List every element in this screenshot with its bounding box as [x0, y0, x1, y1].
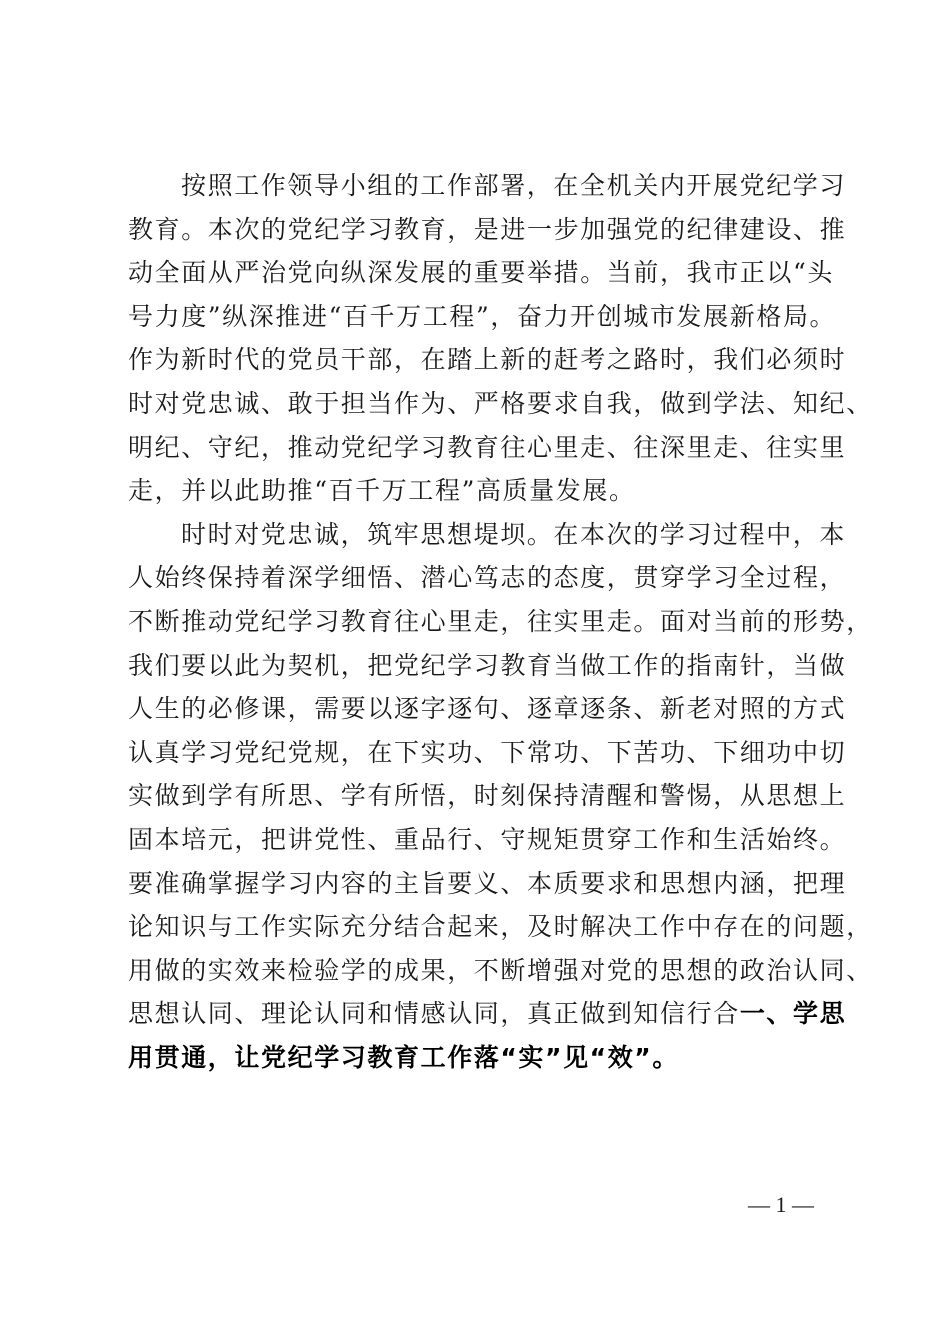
mixed-line — [128, 992, 847, 1036]
paragraph-1-line-1: 按照工作领导小组的工作部署，在全机关内开展党纪学习 — [181, 171, 847, 200]
paragraph-2-line-10: 论知识与工作实际充分结合起来，及时解决工作中存在的问题， — [128, 912, 873, 942]
paragraph-2-line-5: 人生的必修课，需要以逐字逐句、逐章逐条、新老对照的方式 — [128, 694, 847, 724]
body-text — [128, 164, 873, 1079]
paragraph-1-line-7: 明纪、守纪，推动党纪学习教育往心里走、往深里走、往实里 — [128, 432, 847, 462]
paragraph-1-line-5: 作为新时代的党员干部，在踏上新的赶考之路时，我们必须时 — [128, 345, 847, 375]
paragraph-1-line-8: 走，并以此助推“百千万工程”高质量发展。 — [128, 476, 636, 506]
paragraph-2-line-7: 实做到学有所思、学有所悟，时刻保持清醒和警惕，从思想上 — [128, 781, 847, 811]
paragraph-2-line-1: 时时对党忠诚，筑牢思想堤坝。在本次的学习过程中，本 — [181, 519, 847, 549]
paragraph-2-line-8: 固本培元，把讲党性、重品行、守规矩贯穿工作和生活始终。 — [128, 824, 847, 854]
paragraph-1-line-4: 号力度”纵深推进“百千万工程”，奋力开创城市发展新格局。 — [128, 301, 837, 331]
section-heading-start: 一、学思 — [739, 999, 847, 1029]
paragraph-1-line-3: 动全面从严治党向纵深发展的重要举措。当前，我市正以“头 — [128, 258, 834, 288]
paragraph-1-line-2: 教育。本次的党纪学习教育，是进一步加强党的纪律建设、推 — [128, 214, 847, 244]
paragraph-2-line-4: 我们要以此为契机，把党纪学习教育当做工作的指南针，当做 — [128, 650, 847, 680]
paragraph-2-line-3: 不断推动党纪学习教育往心里走，往实里走。面对当前的形势， — [128, 606, 873, 636]
section-heading-continuation: 用贯通，让党纪学习教育工作落“实”见“效”。 — [128, 1042, 679, 1072]
mixed-line-normal-text: 思想认同、理论认同和情感认同，真正做到知信行合 — [128, 999, 740, 1029]
paragraph-1-line-6: 时对党忠诚、敢于担当作为、严格要求自我，做到学法、知纪、 — [128, 388, 873, 418]
page-number: — 1 — — [748, 1192, 814, 1217]
paragraph-2-line-9: 要准确掌握学习内容的主旨要义、本质要求和思想内涵，把理 — [128, 868, 847, 898]
paragraph-2-line-2: 人始终保持着深学细悟、潜心笃志的态度，贯穿学习全过程， — [128, 563, 847, 593]
paragraph-2-line-6: 认真学习党纪党规，在下实功、下常功、下苦功、下细功中切 — [128, 737, 847, 767]
paragraph-2-line-11: 用做的实效来检验学的成果，不断增强对党的思想的政治认同、 — [128, 955, 873, 985]
